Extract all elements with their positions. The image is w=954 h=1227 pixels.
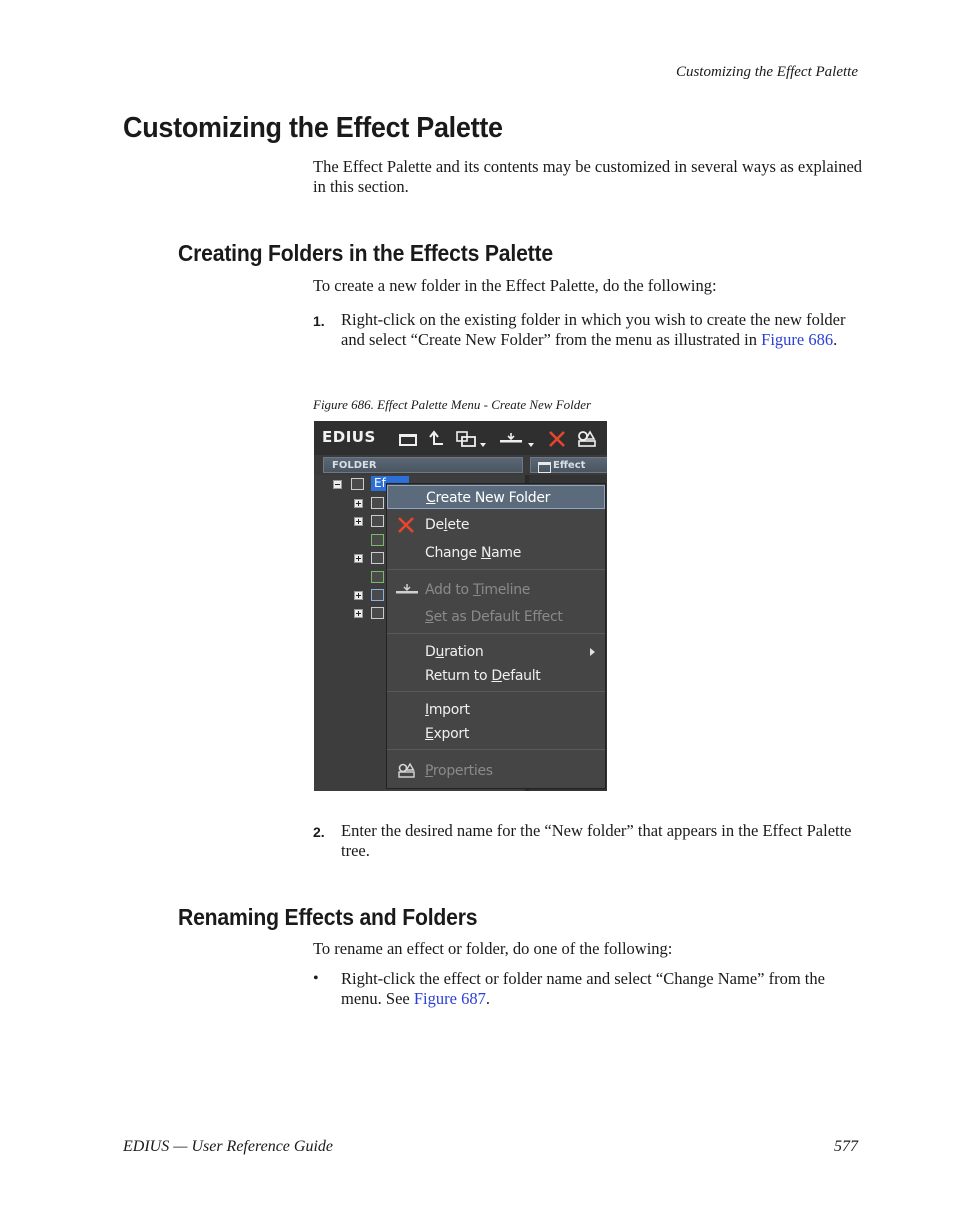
properties-icon xyxy=(397,762,417,780)
bullet-body: Right-click the effect or folder name and select “Change Name” from the menu. See xyxy=(341,969,825,1008)
menu-item-add-to-timeline[interactable] xyxy=(387,578,605,602)
figure-686-link[interactable]: Figure 686 xyxy=(761,330,834,349)
section2-lead: To rename an effect or folder, do one of the following: xyxy=(313,939,673,958)
folder-column-header[interactable]: FOLDER xyxy=(323,457,523,473)
bullet-marker: • xyxy=(313,970,319,987)
menu-text: ame xyxy=(491,545,522,561)
expand-toggle[interactable] xyxy=(354,499,363,508)
menu-accelerator: u xyxy=(435,644,445,660)
menu-item-export[interactable] xyxy=(387,722,605,746)
menu-accelerator: E xyxy=(425,726,434,742)
section1-lead: To create a new folder in the Effect Palette, do the following: xyxy=(313,276,717,295)
step-text xyxy=(341,310,863,350)
bullet-end: . xyxy=(485,989,490,1008)
menu-text: imeline xyxy=(480,582,531,598)
folder-icon xyxy=(371,607,384,619)
properties-icon[interactable] xyxy=(576,429,598,449)
effect-palette-screenshot xyxy=(314,421,607,791)
effect-header-label: Effect xyxy=(553,460,586,471)
new-folder-icon[interactable] xyxy=(398,429,420,449)
step-number: 2. xyxy=(313,824,325,840)
menu-accelerator: S xyxy=(425,609,434,625)
effect-icon xyxy=(371,534,384,546)
menu-text: D xyxy=(425,644,436,660)
selected-node-label: Ef xyxy=(374,476,386,490)
menu-item-create-new-folder[interactable] xyxy=(387,485,605,509)
menu-text: efault xyxy=(501,668,541,684)
menu-accelerator: l xyxy=(443,517,448,533)
menu-item-properties[interactable] xyxy=(387,759,605,783)
menu-separator xyxy=(387,633,605,634)
step-1-body: Right-click on the existing folder in which you wish to create the new folder and select “Create New Folder” from the menu as illustrated in xyxy=(341,310,846,349)
context-menu xyxy=(386,483,606,789)
expand-toggle[interactable] xyxy=(354,591,363,600)
menu-item-return-to-default[interactable] xyxy=(387,664,605,688)
submenu-arrow-icon xyxy=(590,648,595,656)
folder-icon xyxy=(351,478,364,490)
delete-icon[interactable] xyxy=(546,429,568,449)
page-number: 577 xyxy=(834,1138,858,1155)
menu-item-duration[interactable] xyxy=(387,640,605,664)
menu-text: Change xyxy=(425,545,481,561)
section-heading-creating-folders: Creating Folders in the Effects Palette xyxy=(178,240,553,266)
menu-accelerator: C xyxy=(426,490,436,506)
menu-text: et as Default Effect xyxy=(433,609,563,625)
effect-column-header[interactable] xyxy=(530,457,607,473)
expand-toggle[interactable] xyxy=(354,609,363,618)
menu-text: ration xyxy=(444,644,484,660)
step-1-end: . xyxy=(833,330,838,349)
menu-text: xport xyxy=(433,726,470,742)
menu-text: Return to xyxy=(425,668,492,684)
folder-icon xyxy=(371,552,384,564)
menu-separator xyxy=(387,749,605,750)
menu-text: mport xyxy=(428,702,470,718)
expand-toggle[interactable] xyxy=(354,517,363,526)
step-2 xyxy=(313,821,863,861)
bullet-text xyxy=(341,969,863,1009)
bullet-item xyxy=(313,969,863,1009)
step-1 xyxy=(313,310,863,350)
step-text: Enter the desired name for the “New folder” that appears in the Effect Palette tree. xyxy=(341,821,852,860)
folder-icon xyxy=(371,497,384,509)
add-to-timeline-icon[interactable] xyxy=(498,429,538,449)
running-head: Customizing the Effect Palette xyxy=(675,64,858,80)
menu-accelerator: D xyxy=(491,668,502,684)
up-folder-icon[interactable] xyxy=(426,429,448,449)
menu-item-change-name[interactable] xyxy=(387,541,605,565)
palette-toolbar xyxy=(314,421,607,455)
figure-687-link[interactable]: Figure 687 xyxy=(413,989,486,1008)
delete-icon xyxy=(397,516,415,534)
folder-icon xyxy=(371,515,384,527)
add-to-timeline-icon xyxy=(395,582,419,598)
menu-accelerator: T xyxy=(472,582,481,598)
menu-accelerator: P xyxy=(425,763,433,779)
menu-accelerator: I xyxy=(425,702,429,718)
menu-text: reate New Folder xyxy=(435,490,551,506)
expand-toggle[interactable] xyxy=(354,554,363,563)
menu-accelerator: N xyxy=(480,545,492,561)
title-folder-icon xyxy=(371,589,384,601)
edius-logo: EDIUS xyxy=(322,428,376,446)
page-title: Customizing the Effect Palette xyxy=(123,112,503,144)
step-number: 1. xyxy=(313,313,325,329)
effect-icon xyxy=(371,571,384,583)
copy-folder-icon[interactable] xyxy=(454,429,488,449)
section-heading-renaming: Renaming Effects and Folders xyxy=(178,904,478,930)
menu-text: De xyxy=(425,517,444,533)
folder-small-icon xyxy=(538,462,551,473)
menu-text: roperties xyxy=(432,763,493,779)
menu-separator xyxy=(387,691,605,692)
menu-separator xyxy=(387,569,605,570)
menu-item-delete[interactable] xyxy=(387,513,605,537)
menu-item-set-default-effect[interactable] xyxy=(387,605,605,629)
intro-paragraph: The Effect Palette and its contents may be customized in several ways as explained in this section. xyxy=(313,157,863,196)
footer-guide-title: EDIUS — User Reference Guide xyxy=(123,1138,334,1155)
figure-caption: Figure 686. Effect Palette Menu - Create New Folder xyxy=(313,397,592,412)
menu-text: Add to xyxy=(425,582,473,598)
menu-item-import[interactable] xyxy=(387,698,605,722)
menu-text: ete xyxy=(447,517,470,533)
collapse-toggle[interactable] xyxy=(333,480,342,489)
